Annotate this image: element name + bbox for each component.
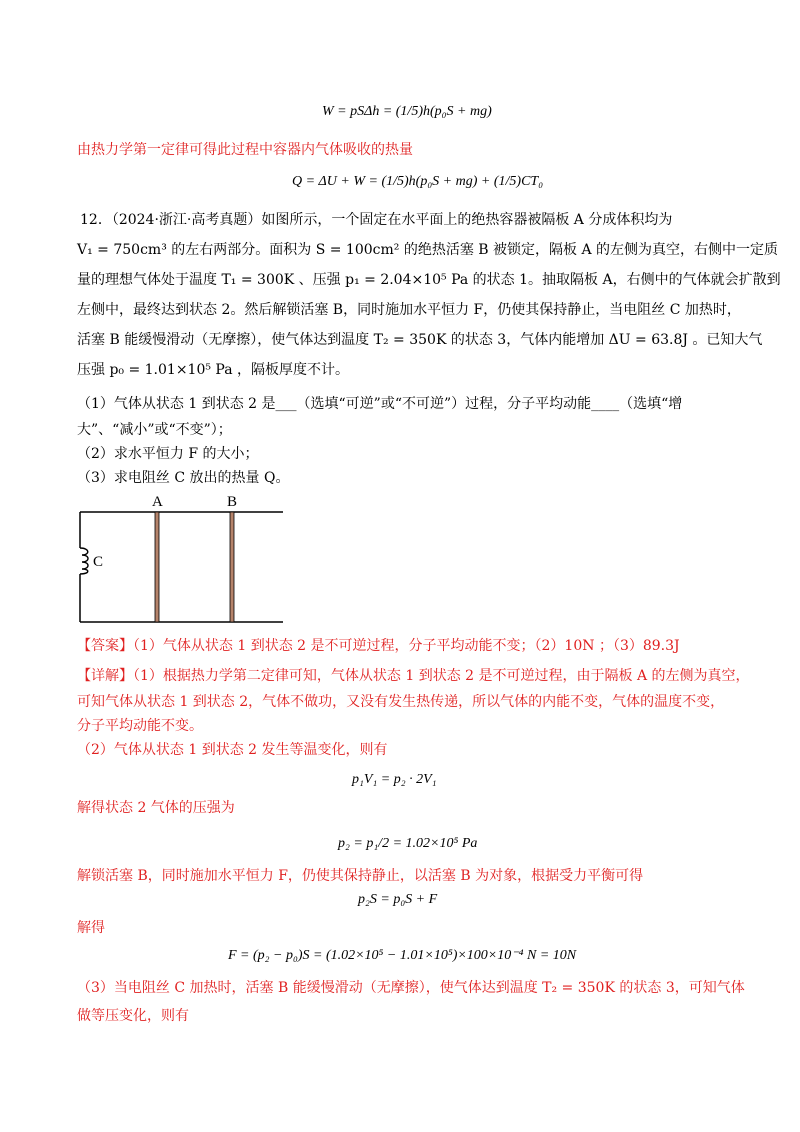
detail-line-9: 做等压变化，则有 — [77, 1008, 189, 1024]
detail-line-5: 解得状态 2 气体的压强为 — [77, 800, 235, 816]
problem-line-4: 左侧中，最终达到状态 2。然后解锁活塞 B，同时施加水平恒力 F，仍使其保持静止，当电阻丝 C 加热时， — [77, 302, 741, 318]
partition-a — [155, 512, 159, 622]
question-1-line-b: 大”、“减小”或“不变”）； — [77, 422, 232, 438]
detail-line-8: （3）当电阻丝 C 加热时，活塞 B 能缓慢滑动（无摩擦），使气体达到温度 T₂ = 350K 的状态 3，可知气体 — [77, 980, 745, 996]
detail-line-3: 分子平均动能不变。 — [77, 718, 203, 734]
force-balance-equation: p₂S = p₀S + F — [358, 892, 438, 907]
label-b: B — [227, 494, 238, 510]
piston-b — [230, 512, 234, 622]
isothermal-equation: p₁V₁ = p₂ · 2V₁ — [352, 772, 437, 787]
force-result-equation: F = (p₂ − p₀)S = (1.02×10⁵ − 1.01×10⁵)×100×10⁻⁴ N = 10N — [228, 948, 577, 963]
resistor-coil-icon — [80, 548, 88, 574]
question-1-line-a: （1）气体从状态 1 到状态 2 是___（选填“可逆”或“不可逆”）过程，分子平均动能____（选填“增 — [77, 396, 683, 412]
answer-line: 【答案】（1）气体从状态 1 到状态 2 是不可逆过程，分子平均动能不变；（2）10N ；（3）89.3J — [77, 638, 680, 654]
problem-line-5: 活塞 B 能缓慢滑动（无摩擦），使气体达到温度 T₂ = 350K 的状态 3，气体内能增加 ΔU = 63.8J 。已知大气 — [77, 332, 763, 348]
question-3: （3）求电阻丝 C 放出的热量 Q。 — [77, 470, 290, 486]
problem-line-1: 12．（2024·浙江·高考真题）如图所示，一个固定在水平面上的绝热容器被隔板 A 分成体积均为 — [80, 212, 673, 228]
container-diagram-svg — [78, 492, 288, 624]
detail-line-6: 解锁活塞 B，同时施加水平恒力 F，仍使其保持静止，以活塞 B 为对象，根据受力平衡可得 — [77, 868, 644, 884]
detail-line-1: 【详解】（1）根据热力学第二定律可知，气体从状态 1 到状态 2 是不可逆过程，由于隔板 A 的左侧为真空， — [77, 668, 750, 684]
problem-line-6: 压强 p₀ = 1.01×10⁵ Pa ，隔板厚度不计。 — [77, 362, 350, 378]
question-2: （2）求水平恒力 F 的大小； — [77, 446, 259, 462]
pressure-equation: p₂ = p₁/2 = 1.02×10⁵ Pa — [338, 836, 478, 851]
detail-line-7: 解得 — [77, 920, 105, 936]
container-diagram — [78, 492, 288, 624]
problem-line-3: 量的理想气体处于温度 T₁ = 300K 、压强 p₁ = 2.04×10⁵ Pa 的状态 1。抽取隔板 A，右侧中的气体就会扩散到 — [77, 272, 781, 288]
work-equation: W = pSΔh = (1/5)h(p₀S + mg) — [322, 104, 492, 119]
heat-intro-text: 由热力学第一定律可得此过程中容器内气体吸收的热量 — [77, 142, 413, 158]
heat-equation: Q = ΔU + W = (1/5)h(p₀S + mg) + (1/5)CT₀ — [292, 174, 544, 189]
label-c: C — [93, 554, 104, 570]
detail-line-4: （2）气体从状态 1 到状态 2 发生等温变化，则有 — [77, 742, 388, 758]
label-a: A — [152, 494, 163, 510]
problem-line-2: V₁ = 750cm³ 的左右两部分。面积为 S = 100cm² 的绝热活塞 B 被锁定，隔板 A 的左侧为真空，右侧中一定质 — [77, 242, 779, 258]
detail-line-2: 可知气体从状态 1 到状态 2，气体不做功，又没有发生热传递，所以气体的内能不变，气体的温度不变， — [77, 694, 725, 710]
